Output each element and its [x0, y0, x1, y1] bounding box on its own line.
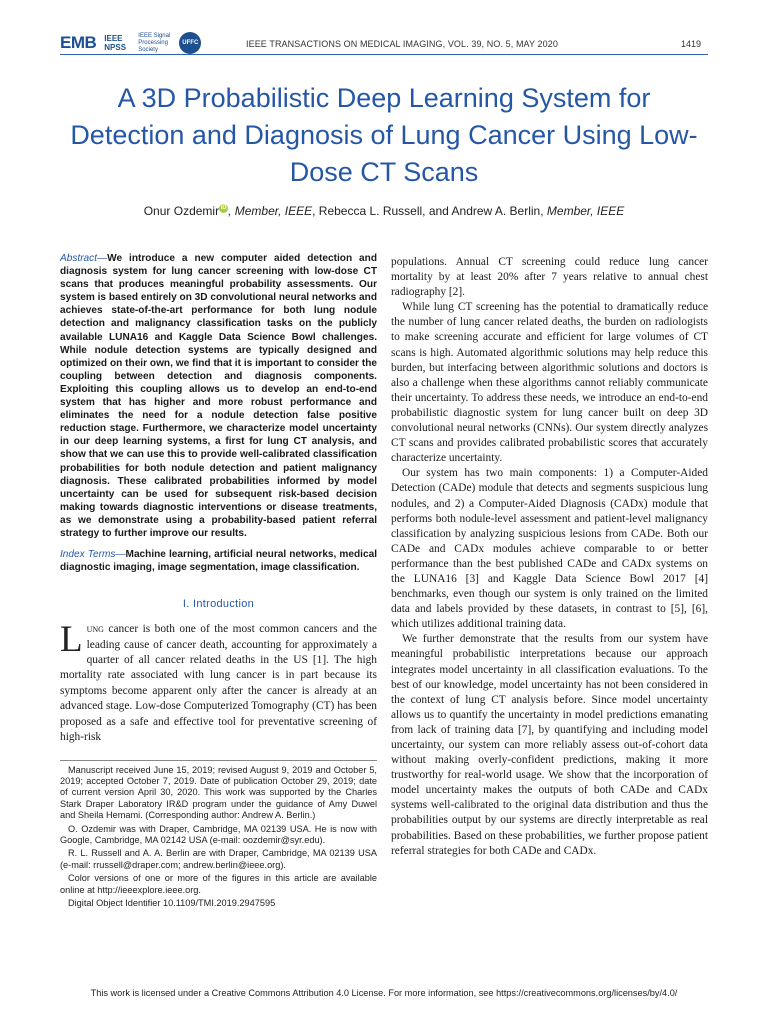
body-paragraph: We further demonstrate that the results from our system have meaningful probabilistic interpretations because our approach integrates model uncertainty in all classification evaluations. To the best of our knowledge, model uncertainty has not been considered in the context of lung CT analysis before. Since model uncertainty allows us to quantify the uncertainty in model predictions emanating from lack of training data [7], by quantifying and including model uncertainty, our system can more reliably assess out-of-cohort data without making overly-confident predictions, making it more trustworthy for real-world usage. We show that the incorporation of model uncertainty makes the outputs of both CADe and CADx systems well-calibrated to the original data distribution and thus the probabilities output by our systems are directly interpretable as real probabilities. Based on these probabilities, we further propose patient referral strategies for both CADe and CADx.	[391, 633, 708, 857]
footnote-doi: Digital Object Identifier 10.1109/TMI.2019.2947595	[68, 897, 276, 908]
footnote-color-versions: Color versions of one or more of the figures in this article are available online at http://ieeexplore.ieee.org.	[60, 873, 377, 895]
intro-text: cancer is both one of the most common cancers and the leading cause of cancer death, accounting for approximately a quarter of all cancer related deaths in the US [1]. The high mortality rate associated with lung cancer is in part because its symptoms become apparent only after the cancer is already at an advanced stage. Low-dose Computerized Tomography (CT) has been proposed as a safe and effective tool for preventative screening of high-risk	[60, 623, 377, 744]
author-membership: Member, IEEE	[546, 204, 625, 218]
index-terms-text: Machine learning, artificial neural networks, medical diagnostic imaging, image segmentation, image classification.	[60, 549, 378, 574]
journal-name: IEEE TRANSACTIONS ON MEDICAL IMAGING, VOL. 39, NO. 5, MAY 2020	[246, 39, 558, 49]
orcid-icon[interactable]: iD	[220, 205, 227, 211]
body-paragraph: While lung CT screening has the potential to dramatically reduce the number of lung cancer related deaths, the burden on radiologists to make screening accurate and efficient for large volumes of CT scans is high. Automated algorithmic solutions may help reduce this burden, but interfacing between algorithmic solutions and doctors is also a challenge when these algorithms cannot reliably communicate their uncertainty. To address these needs, we introduce an end-to-end probabilistic diagnostic system for lung cancer built on deep 3D convolutional neural networks (CNNs). Our system directly analyzes CT scans and provides calibrated probabilistic scores that accurately characterize uncertainty.	[391, 301, 708, 465]
signal-processing-logo: IEEE Signal Processing Society	[138, 32, 171, 53]
abstract	[60, 252, 377, 540]
paper-title: A 3D Probabilistic Deep Learning System for Detection and Diagnosis of Lung Cancer Using Low-Dose CT Scans	[70, 83, 698, 187]
section-heading: I. Introduction	[182, 598, 255, 611]
index-terms	[60, 548, 377, 574]
emb-logo: EMB	[60, 33, 97, 52]
body-paragraph: populations. Annual CT screening could reduce lung cancer mortality by at least 20% after 7 years relative to annual chest radiography [2].	[391, 256, 708, 299]
drop-cap: L	[60, 619, 83, 661]
author-names: , Rebecca L. Russell, and Andrew A. Berlin,	[312, 204, 547, 218]
license-notice: This work is licensed under a Creative Commons Attribution 4.0 License. For more information, see https://creativecommons.org/licenses/by/4.0/	[90, 988, 678, 998]
abstract-text: We introduce a new computer aided detection and diagnosis system for lung cancer screening with low-dose CT scans that produces meaningful probability assessments. Our system is based entirely on 3D convolutional neural networks and achieves state-of-the-art performance for both lung nodule detection and malignancy classification tasks on the publicly available LUNA16 and Kaggle Data Science Bowl challenges. While nodule detection systems are typically designed and optimized on their own, we find that it is important to consider the coupling between detection and diagnosis components. Exploiting this coupling allows us to develop an end-to-end system that has higher and more robust performance and eliminates the need for a nodule detection false positive reduction stage. Furthermore, we characterize model uncertainty in our deep learning systems, a first for lung CT analysis, and show that we can use this to provide well-calibrated classification probabilities for both nodule detection and patient malignancy diagnosis. These calibrated probabilities informed by model uncertainty can be used for subsequent risk-based decision making towards diagnostic interventions or disease treatments, as we demonstrate using a probability-based patient referral strategy to further improve our results.	[60, 253, 377, 539]
footnote-affiliation: R. L. Russell and A. A. Berlin are with Draper, Cambridge, MA 02139 USA (e-mail: rrussell@draper.com; andrew.berlin@ieee.org).	[60, 848, 377, 870]
right-column	[391, 255, 708, 859]
abstract-label: Abstract—	[60, 253, 108, 264]
footnotes	[60, 765, 377, 910]
running-header	[0, 0, 768, 64]
author-name: Onur Ozdemir	[143, 204, 220, 218]
header-rule	[60, 54, 708, 55]
footnote-rule	[60, 760, 377, 761]
index-terms-label: Index Terms—	[60, 549, 126, 561]
footnote-manuscript: Manuscript received June 15, 2019; revised August 9, 2019 and October 5, 2019; accepted October 7, 2019. Date of publication October 29, 2019; date of current version April 30, 2020. This work was supported by the Charles Stark Draper Laboratory IR&D program under the guidance of Amy Duwel and Sheila Hemami. (Corresponding author: Andrew A. Berlin.)	[60, 764, 377, 821]
uffc-logo: UFFC	[179, 32, 201, 54]
left-column	[60, 252, 377, 909]
author-membership: , Member, IEEE	[228, 204, 313, 218]
author-list	[70, 204, 698, 218]
body-paragraph: Our system has two main components: 1) a Computer-Aided Detection (CADe) module that detects and segments suspicious lung nodules, and 2) a Computer-Aided Diagnosis (CADx) module that performs both nodule-level assessment and patient-level malignancy classification by analyzing suspicious lesions from CADe. Both our CADe and CADx modules achieve comparable to or better performance than the best published CADe and CADx systems on the LUNA16 [3] and Kaggle Data Science Bowl 2017 [4] benchmarks, even though our system is only trained on the limited data and labels provided by these datasets, in contrast to [5], [6], which utilizes additional training data.	[391, 467, 708, 631]
ieee-npss-logo: IEEE NPSS	[104, 34, 127, 52]
society-logos	[60, 32, 201, 54]
intro-smallcaps: ung	[86, 623, 104, 636]
footnote-affiliation: O. Ozdemir was with Draper, Cambridge, MA 02139 USA. He is now with Google, Cambridge, MA 02142 USA (e-mail: oozdemir@syr.edu).	[60, 823, 377, 845]
intro-paragraph	[60, 619, 377, 745]
page-number: 1419	[681, 39, 702, 49]
